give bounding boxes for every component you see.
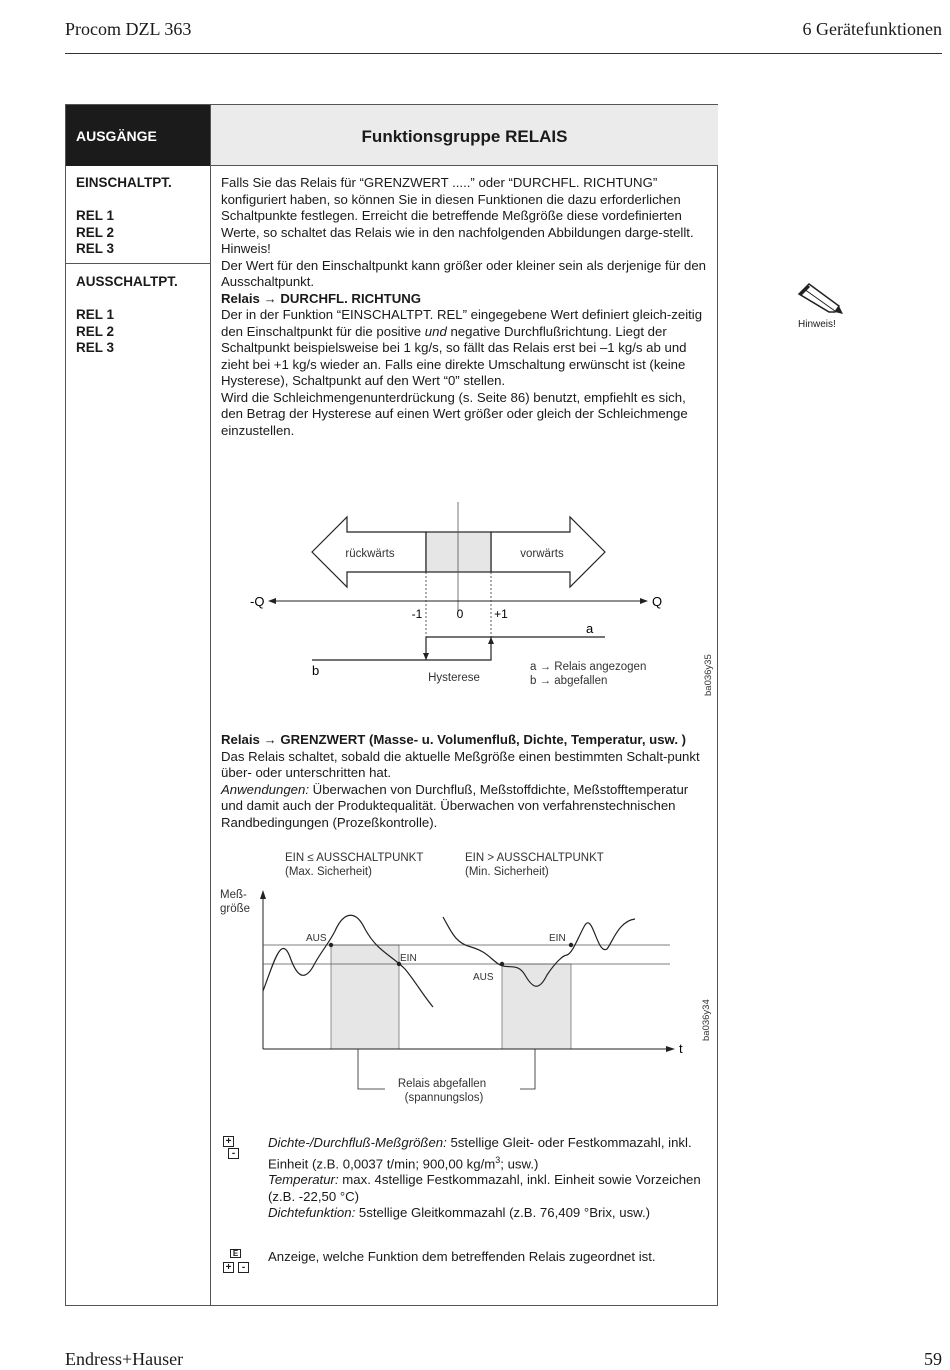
shaded-region-1 [331, 945, 399, 1049]
figure-code: ba036y34 [701, 999, 712, 1041]
side-item: REL 1 [76, 307, 115, 322]
pos-q-label: Q [652, 594, 663, 609]
side-item: REL 1 [76, 208, 115, 223]
section2-text-a: Das Relais schaltet, sobald die aktuelle Meßgröße einen bestimmten Schalt-punkt über- oder unterschritten hat. [221, 748, 700, 780]
x-label: t [679, 1041, 683, 1056]
ein-label-1: EIN [400, 953, 417, 964]
tick-zero: 0 [456, 607, 464, 621]
ein-point-2 [569, 943, 573, 947]
plus-minus-keys-icon [221, 1136, 241, 1164]
header-rule [65, 53, 942, 54]
side-item: REL 2 [76, 323, 115, 339]
header-title: Procom DZL 363 [65, 19, 192, 39]
backward-label: rückwärts [345, 548, 395, 560]
section2-heading: Relais → GRENZWERT (Masse- u. Volumenfluß, Dichte, Temperatur, usw. ) [221, 732, 687, 747]
tick-minus1: -1 [411, 607, 423, 621]
down-arrow-icon [423, 653, 429, 660]
minus-key-icon: - [228, 1148, 239, 1159]
left-subtitle: (Max. Sicherheit) [285, 866, 372, 878]
shaded-region-2 [502, 964, 571, 1049]
label-b: b [312, 663, 320, 678]
hysterese-label: Hysterese [428, 672, 480, 684]
label-a: a [586, 621, 594, 636]
aus-point-2 [500, 962, 504, 966]
neg-q-label: -Q [250, 594, 265, 609]
time-axis-arrow-icon [666, 1046, 675, 1052]
aus-point-1 [329, 943, 333, 947]
limit-switch-diagram [215, 845, 710, 1110]
side-block-title: EINSCHALTPT. [76, 175, 172, 190]
up-arrow-icon [488, 637, 494, 644]
relay-off-label: Relais abgefallen [397, 1078, 487, 1090]
note-value-formats: Dichte-/Durchfluß-Meßgrößen: 5stellige Gleit- oder Festkommazahl, inkl. Einheit (z.B. 0,0037 t/min; 900,00 $kg/m^3$; usw.) Temperatur: max. 4stellige Festkommazahl, inkl. Einheit sowie Vorzeichen (z.B. -22,50 °C) Dichtefunktion: 5stellige Gleitkommazahl (z.B. 76,409 °Brix, usw.) [268, 1135, 701, 1221]
column-divider [210, 166, 211, 1306]
relay-off-sublabel: (spannungslos) [404, 1092, 484, 1104]
section2 [221, 732, 711, 831]
side-block-einschaltpt [76, 175, 172, 258]
section1-heading: Relais → DURCHFL. RICHTUNG [221, 290, 422, 306]
axis-arrow-left-icon [268, 598, 276, 604]
note-relay-function: Anzeige, welche Funktion dem betreffenden Relais zugeordnet ist. [268, 1249, 656, 1264]
side-item: REL 3 [76, 340, 115, 355]
flow-direction-diagram [230, 500, 720, 700]
axis-arrow-right-icon [640, 598, 648, 604]
y-label-line2: größe [220, 903, 251, 915]
enter-plus-minus-keys-icon [221, 1249, 253, 1277]
main-title: Funktionsgruppe RELAIS [210, 105, 718, 166]
function-table [65, 104, 718, 1306]
aus-label-1: AUS [306, 933, 327, 944]
hysteresis-box [426, 532, 491, 572]
relay-upper-path [312, 637, 605, 660]
forward-label: vorwärts [520, 548, 564, 560]
hint-text: Der Wert für den Einschaltpunkt kann größer oder kleiner sein als derjenige für den Ausschaltpunkt. [221, 257, 707, 289]
section1-text-c: Wird die Schleichmengenunterdrückung (s. Seite 86) benutzt, empfiehlt es sich, den Betrag der Hysterese auf einen Wert größer oder gleich der Schleichmenge einzustellen. [221, 389, 688, 438]
page-number: 59 [924, 1349, 942, 1369]
section1-text: Der in der Funktion “EINSCHALTPT. REL” eingegebene Wert definiert gleich-zeitig den Einschaltpunkt für die positive und negative Durchflußrichtung. Liegt der Schaltpunkt beispielsweise bei 1 kg/s, so fällt das Relais erst bei –1 kg/s ab und zieht bei +1 kg/s wieder an. Falls eine direkte Umschaltung erwünscht ist (keine Hysterese), Schaltpunkt auf den Wert “0” stellen. [221, 307, 703, 388]
side-item: REL 2 [76, 224, 115, 240]
tick-plus1: +1 [494, 607, 508, 621]
side-block-title: AUSSCHALTPT. [76, 274, 178, 289]
legend-b: b → abgefallen [530, 675, 608, 687]
value-axis-arrow-icon [260, 890, 266, 899]
legend-a: a → Relais angezogen [530, 661, 647, 673]
y-label-line1: Meß- [220, 889, 247, 901]
pencil-note-icon [795, 280, 845, 316]
left-title: EIN ≤ AUSSCHALTPUNKT [285, 852, 424, 864]
intro-text: Falls Sie das Relais für “GRENZWERT .....” oder “DURCHFL. RICHTUNG” konfiguriert haben, so können Sie in diesen Funktionen die dazu erforderlichen Schaltpunkte festlegen. Erreicht die betreffende Meßgröße diese vordefinierten Werte, so schaltet das Relais wie in den nachfolgenden Abbildungen darge-stellt. [221, 175, 694, 240]
main-content [221, 175, 711, 439]
plus-key-icon: + [223, 1262, 234, 1273]
side-block-ausschaltpt [76, 274, 178, 357]
ein-label-2: EIN [549, 933, 566, 944]
aus-label-2: AUS [473, 972, 494, 983]
side-title: AUSGÄNGE [66, 105, 210, 166]
right-title: EIN > AUSSCHALTPUNKT [465, 852, 604, 864]
side-item: REL 3 [76, 241, 115, 256]
figure-code: ba036y35 [703, 654, 714, 696]
e-key-icon: E [230, 1249, 241, 1258]
header-chapter: 6 Gerätefunktionen [802, 19, 942, 39]
footer-brand: Endress+Hauser [65, 1349, 184, 1369]
side-separator [66, 263, 210, 264]
section2-text-b: Anwendungen: Überwachen von Durchfluß, Meßstoffdichte, Meßstofftemperatur und damit auch der Produktequalität. Überwachen von verfahrenstechnischen Randbedingungen (Prozeßkontrolle). [221, 781, 689, 830]
hint-title: Hinweis! [221, 241, 271, 256]
right-subtitle: (Min. Sicherheit) [465, 866, 549, 878]
minus-key-icon: - [238, 1262, 249, 1273]
hinweis-label: Hinweis! [798, 319, 836, 330]
plus-key-icon: + [223, 1136, 234, 1147]
